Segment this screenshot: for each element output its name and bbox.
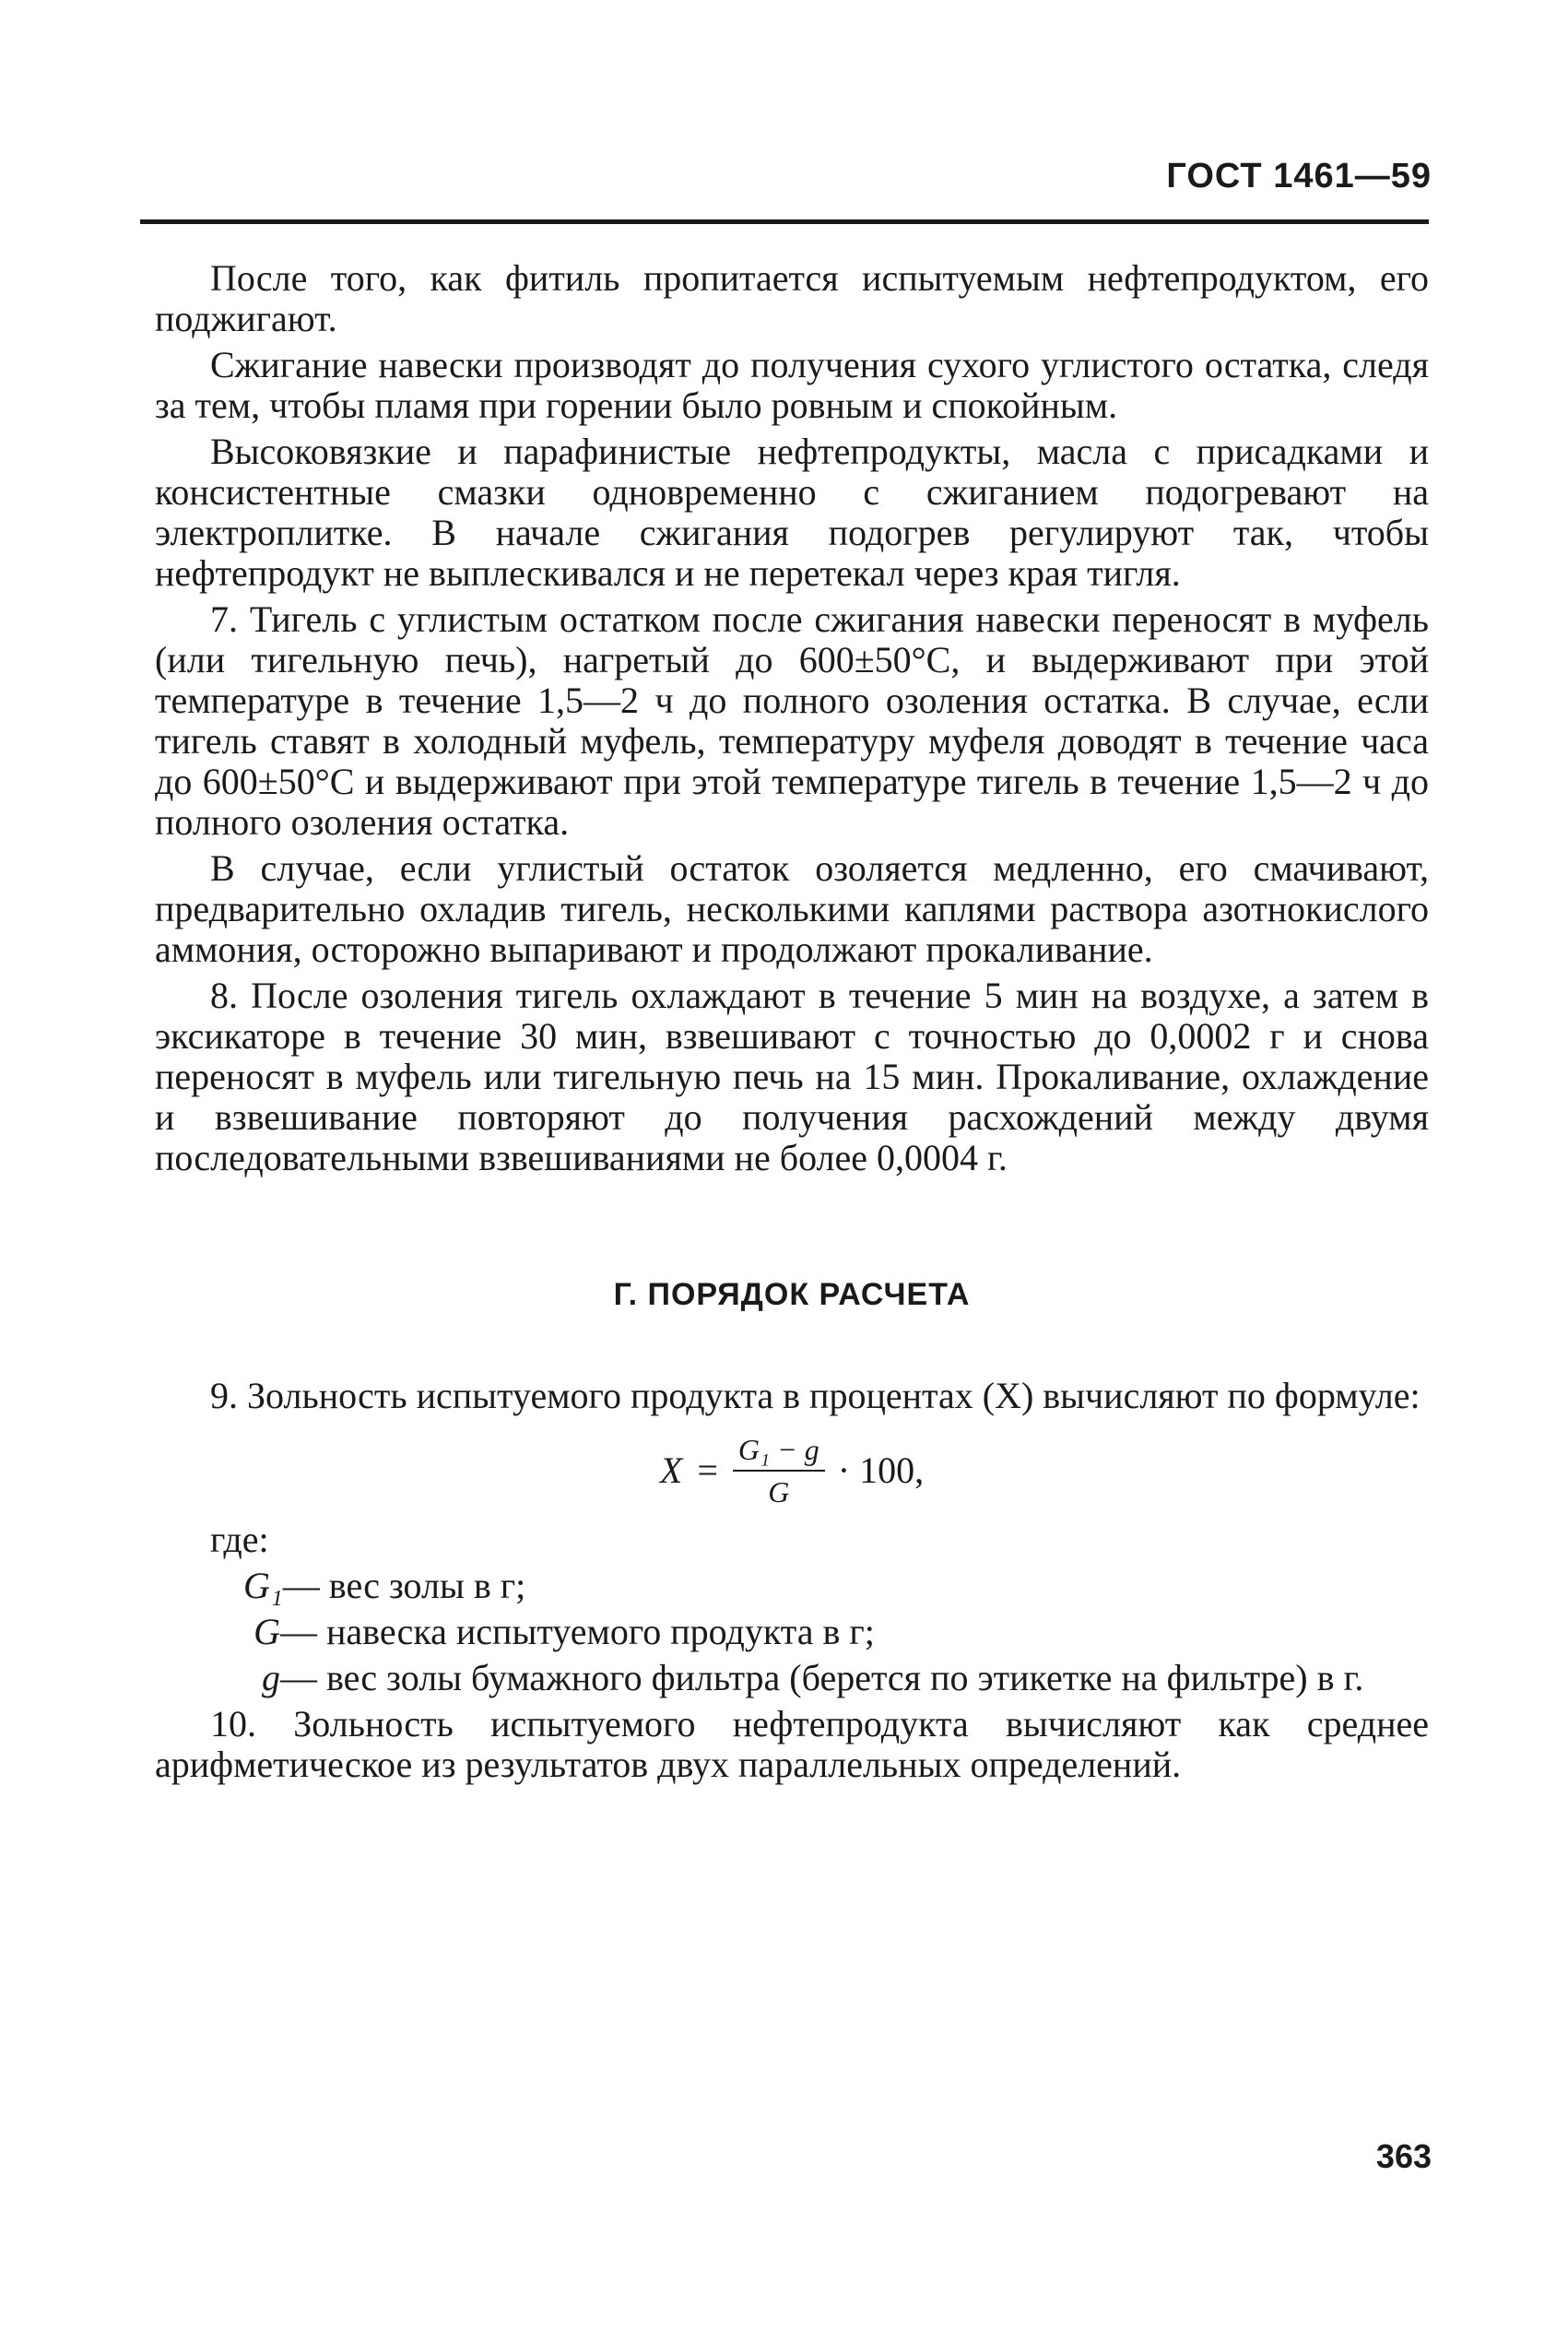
section-title: Г. ПОРЯДОК РАСЧЕТА: [613, 1277, 971, 1312]
legend-symbol: G₁: [243, 1565, 283, 1606]
paragraph: После того, как фитиль пропитается испытуемым нефтепродуктом, его поджигают.: [155, 257, 1429, 339]
paragraph-item-7: 7. Тигель с углистым остатком после сжигания навески переносят в муфель (или тигельную печь), нагретый до 600±50°С, и выдерживают при этой температуре в течение 1,5—2 ч до полного озоления остатка. В случае, если тигель ставят в холодный муфель, температуру муфеля доводят в течение часа до 600±50°С и выдерживают при этой температуре тигель в течение 1,5—2 ч до полного озоления остатка.: [155, 598, 1429, 843]
header-rule: [140, 219, 1429, 224]
paragraph-item-10: 10. Зольность испытуемого нефтепродукта вычисляют как среднее арифметическое из результатов двух параллельных определений.: [155, 1703, 1429, 1785]
legend-item: [243, 1566, 1429, 1606]
legend-item: [243, 1658, 1429, 1698]
legend-symbol: G: [253, 1611, 280, 1652]
standard-code: ГОСТ 1461—59: [1166, 157, 1432, 195]
legend-text: — вес золы в г;: [282, 1565, 526, 1606]
legend-symbol: g: [262, 1657, 280, 1698]
legend-item: [243, 1612, 1429, 1652]
formula-equals: =: [697, 1449, 718, 1491]
paragraph: В случае, если углистый остаток озоляется медленно, его смачивают, предварительно охладив тигель, несколькими каплями раствора азотнокислого аммония, осторожно выпаривают и продолжают прокаливание.: [155, 847, 1429, 970]
formula-denominator: G: [768, 1475, 790, 1508]
paragraph: Высоковязкие и парафинистые нефтепродукты, масла с присадками и консистентные смазки одновременно с сжиганием подогревают на электроплитке. В начале сжигания подогрев регулируют так, чтобы нефтепродукт не выплескивался и не перетекал через края тигля.: [155, 431, 1429, 594]
page-number: 363: [1375, 2137, 1432, 2175]
paragraph-item-9: 9. Зольность испытуемого продукта в процентах (X) вычисляют по формуле:: [210, 1375, 1421, 1416]
where-label: где:: [210, 1519, 269, 1560]
formula-fraction: [733, 1431, 825, 1510]
ash-content-formula: [155, 1431, 1429, 1510]
legend-text: — вес золы бумажного фильтра (берется по этикетке на фильтре) в г.: [280, 1657, 1364, 1698]
document-body: [155, 258, 1429, 1791]
legend-text: — навеска испытуемого продукта в г;: [280, 1611, 875, 1652]
paragraph-item-8: 8. После озоления тигель охлаждают в течение 5 мин на воздухе, а затем в эксикаторе в течение 30 мин, взвешивают с точностью до 0,0002 г и снова переносят в муфель или тигельную печь на 15 мин. Прокаливание, охлаждение и взвешивание повторяют до получения расхождений между двумя последовательными взвешиваниями не более 0,0004 г.: [155, 975, 1429, 1178]
formula-numerator: G₁ − g: [733, 1431, 825, 1472]
formula-multiplier: · 100,: [837, 1449, 925, 1491]
formula-lhs: X: [659, 1449, 683, 1491]
paragraph: Сжигание навески производят до получения сухого углистого остатка, следя за тем, чтобы пламя при горении было ровным и спокойным.: [155, 344, 1429, 426]
